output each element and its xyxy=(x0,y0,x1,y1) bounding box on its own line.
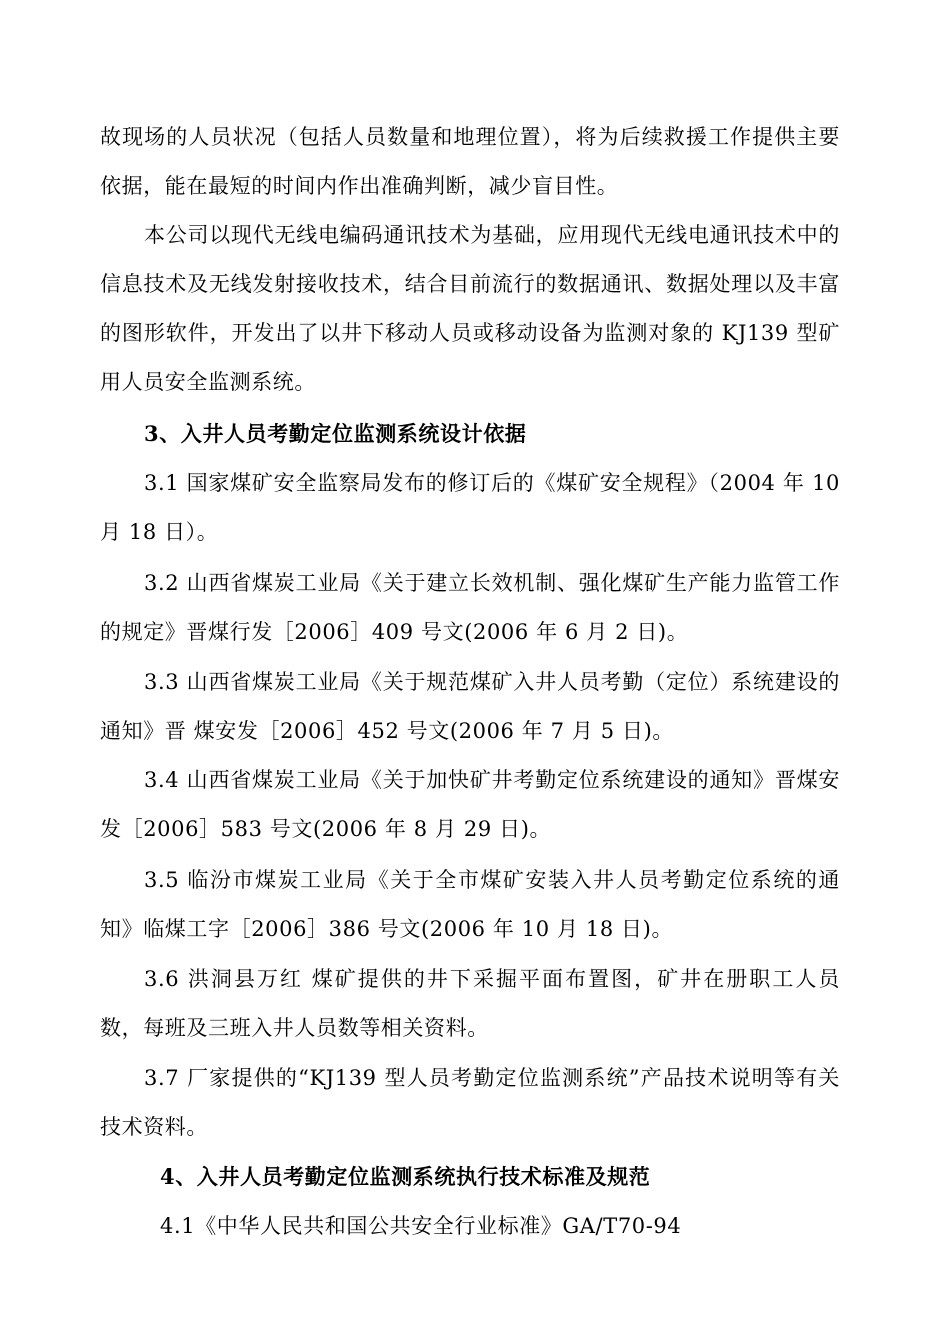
section-heading-3: 3、入井人员考勤定位监测系统设计依据 xyxy=(144,421,527,446)
paragraph-4-1: 4.1《中华人民共和国公共安全行业标准》GA/T70-94 xyxy=(160,1214,682,1238)
paragraph-3-4: 3.4 山西省煤炭工业局《关于加快矿井考勤定位系统建设的通知》晋煤安发［2006］583 号文(2006 年 8 月 29 日)。 xyxy=(100,768,840,841)
paragraph-3-7: 3.7 厂家提供的“KJ139 型人员考勤定位监测系统”产品技术说明等有关技术资料。 xyxy=(100,1066,840,1139)
paragraph-3-3: 3.3 山西省煤炭工业局《关于规范煤矿入井人员考勤（定位）系统建设的通知》晋 煤安发［2006］452 号文(2006 年 7 月 5 日)。 xyxy=(100,670,840,743)
paragraph-3-6: 3.6 洪洞县万红 煤矿提供的井下采掘平面布置图，矿井在册职工人员数，每班及三班入井人员数等相关资料。 xyxy=(100,967,840,1040)
paragraph-3-2: 3.2 山西省煤炭工业局《关于建立长效机制、强化煤矿生产能力监管工作的规定》晋煤行发［2006］409 号文(2006 年 6 月 2 日)。 xyxy=(100,571,840,644)
section-heading-4: 4、入井人员考勤定位监测系统执行技术标准及规范 xyxy=(160,1164,651,1189)
paragraph-rescue-basis: 故现场的人员状况（包括人员数量和地理位置），将为后续救援工作提供主要依据，能在最短的时间内作出准确判断，减少盲目性。 xyxy=(100,125,840,198)
paragraph-company-intro: 本公司以现代无线电编码通讯技术为基础，应用现代无线电通讯技术中的信息技术及无线发射接收技术，结合目前流行的数据通讯、数据处理以及丰富的图形软件，开发出了以井下移动人员或移动设备为监测对象的 KJ139 型矿用人员安全监测系统。 xyxy=(100,223,840,394)
paragraph-3-5: 3.5 临汾市煤炭工业局《关于全市煤矿安装入井人员考勤定位系统的通知》临煤工字［2006］386 号文(2006 年 10 月 18 日)。 xyxy=(100,868,840,941)
paragraph-3-1: 3.1 国家煤矿安全监察局发布的修订后的《煤矿安全规程》（2004 年 10 月 18 日）。 xyxy=(100,471,840,544)
